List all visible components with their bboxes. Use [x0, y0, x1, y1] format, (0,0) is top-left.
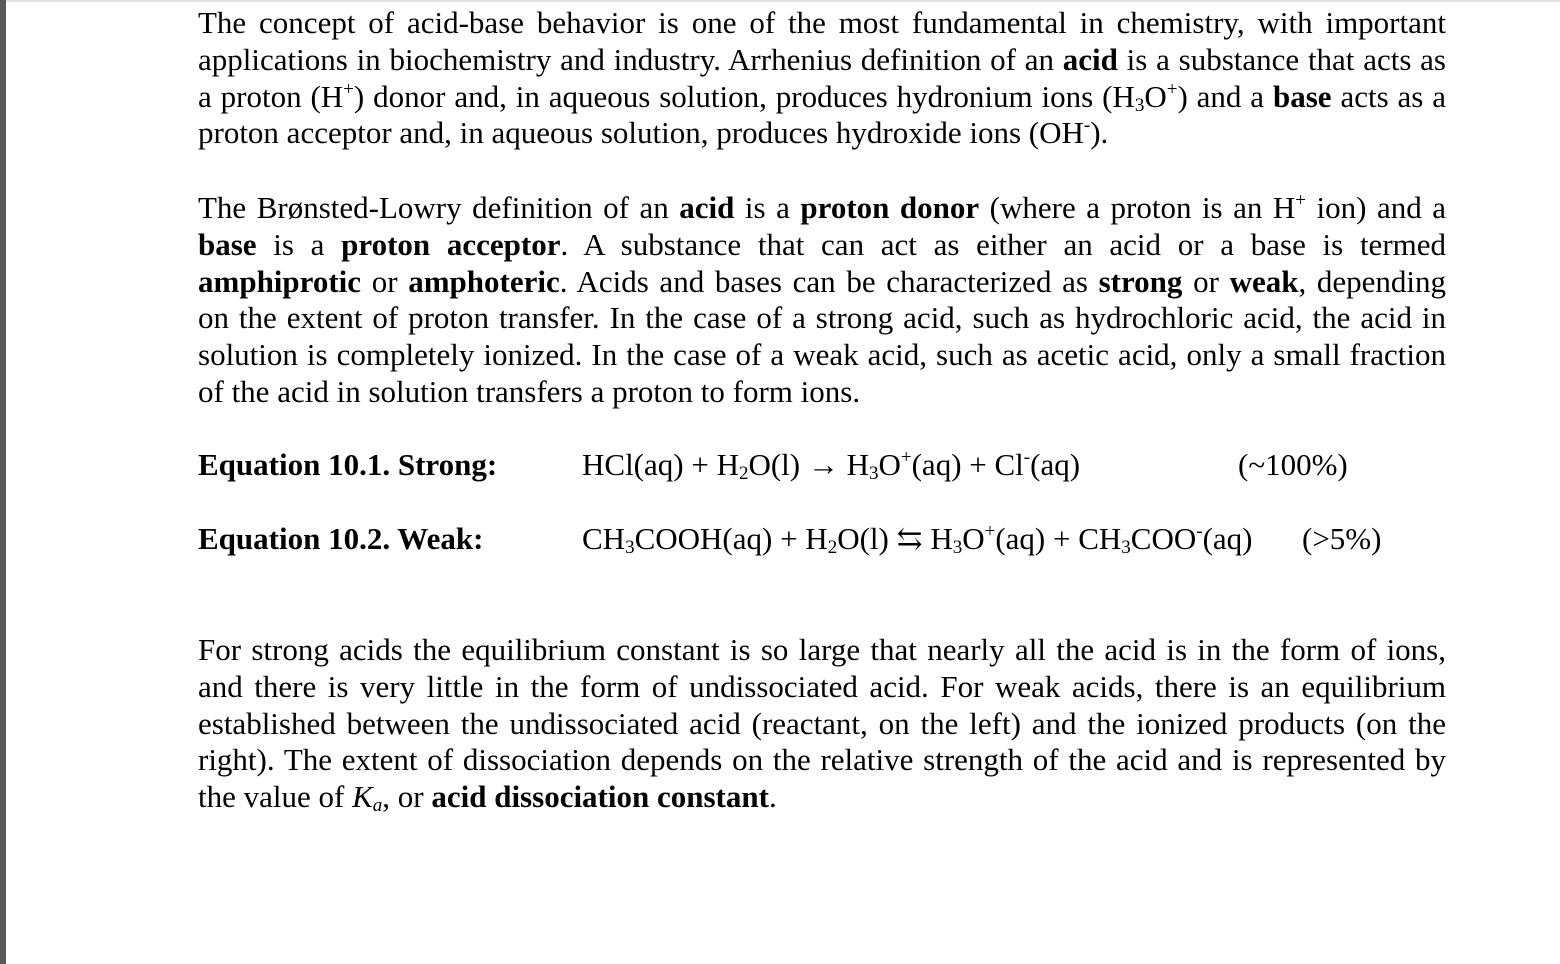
paragraph-bronsted-lowry: The Brønsted-Lowry definition of an acid is a proton donor (where a proton is an H+ ion) and a base is a proton acceptor. A substance that can act as either an acid or a base is termed amphiprotic or amphoteric. Acids and bases can be characterized as strong or weak, depending on the extent of proton transfer. In the case of a strong acid, such as hydrochloric acid, the acid in solution is completely ionized. In the case of a weak acid, such as acetic acid, only a small fraction of the acid in solution transfers a proton to form ions.: [198, 190, 1447, 409]
equilibrium-arrow-icon: ⇆: [896, 521, 923, 556]
equation-weak: [198, 521, 1446, 561]
top-divider: [6, 0, 1560, 2]
equation-weak-reaction: $CH_3COOH(aq) + H_2O(l)$ ⇆ $H_3O^+(aq) + CH_3COO^-(aq)$: [582, 521, 1253, 558]
arrow-icon: →: [807, 447, 839, 482]
paragraph-dissociation: For strong acids the equilibrium constant is so large that nearly all the acid is in the form of ions, and there is very little in the form of undissociated acid. For weak acids, there is an equilibrium established between the undissociated acid (reactant, on the left) and the ionized products (on the right). The extent of dissociation depends on the relative strength of the acid and is represented by the value of $K_a$, or acid dissociation constant.: [198, 632, 1446, 817]
equation-strong: [198, 447, 1446, 487]
equation-weak-label: Equation 10.2. Weak:: [198, 521, 484, 556]
left-window-edge: [0, 0, 6, 964]
equation-strong-percent: (~100%): [1238, 447, 1348, 482]
equation-strong-reaction: $HCl(aq) + H_2O(l) \to H_3O^+(aq) + Cl^-(aq)$: [582, 447, 1081, 484]
equation-weak-percent: (>5%): [1302, 521, 1382, 556]
equation-strong-label: Equation 10.1. Strong:: [198, 447, 498, 482]
paragraph-arrhenius: The concept of acid-base behavior is one of the most fundamental in chemistry, with important applications in biochemistry and industry. Arrhenius definition of an acid is a substance that acts as a proton (H+) donor and, in aqueous solution, produces hydronium ions $(H_3O^+)$ and a base acts as a proton acceptor and, in aqueous solution, produces hydroxide ions (OH-).: [198, 5, 1447, 151]
